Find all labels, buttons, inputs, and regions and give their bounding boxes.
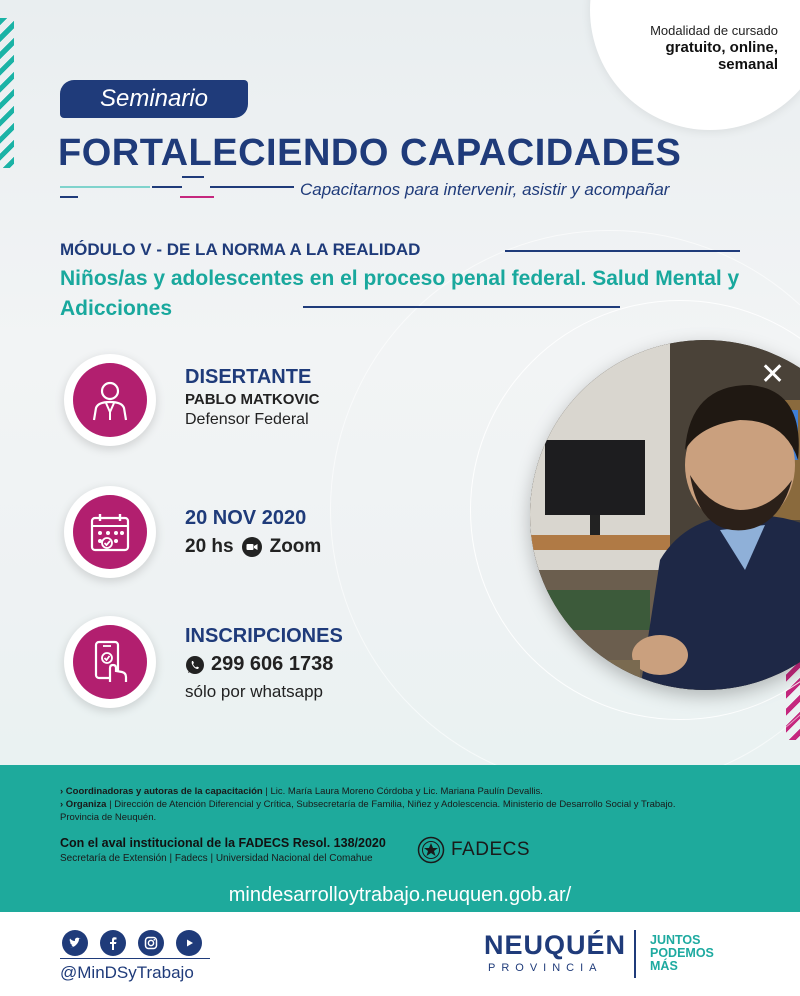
topic-underline: [303, 306, 620, 308]
brand-sub: PROVINCIA: [488, 962, 603, 974]
registration-note: sólo por whatsapp: [185, 682, 323, 701]
fadecs-logo: [417, 836, 530, 864]
slogan-line-1: JUNTOS: [650, 933, 701, 947]
slogan-line-2: PODEMOS: [650, 946, 714, 960]
handle-divider: [60, 958, 210, 959]
modality-value-1: gratuito, online,: [665, 38, 778, 56]
organizer-label: › Organiza: [60, 799, 107, 810]
speaker-role: Defensor Federal: [185, 411, 309, 428]
registration-icon-badge: [64, 616, 156, 708]
registration-phone-row: [185, 653, 333, 676]
slogan-line-3: MÁS: [650, 959, 678, 973]
event-time: 20 hs: [185, 536, 234, 557]
close-icon[interactable]: ✕: [760, 358, 786, 391]
fadecs-name: FADECS: [451, 839, 531, 860]
brand-divider: [634, 930, 636, 978]
event-platform: Zoom: [269, 536, 322, 557]
phone-touch-icon: [86, 638, 134, 686]
youtube-icon[interactable]: [176, 930, 202, 956]
credits-coordinators: › Coordinadoras y autoras de la capacitación | Lic. María Laura Moreno Córdoba y Lic. Mariana Paulín Devallis.: [60, 786, 543, 797]
calendar-icon: [86, 508, 134, 556]
modality-text: [650, 24, 778, 73]
speaker-name: PABLO MATKOVIC: [185, 391, 320, 408]
facebook-icon[interactable]: [100, 930, 126, 956]
credits-organizer-line2: Provincia de Neuquén.: [60, 812, 157, 823]
modality-label: Modalidad de cursado: [650, 23, 778, 38]
registration-phone[interactable]: 299 606 1738: [211, 653, 334, 675]
endorsement-sub: Secretaría de Extensión | Fadecs | Universidad Nacional del Comahue: [60, 853, 373, 864]
subtitle: Capacitarnos para intervenir, asistir y acompañar: [300, 180, 670, 199]
event-time-row: [185, 536, 321, 558]
seminario-badge: Seminario: [60, 80, 248, 118]
schedule-icon-badge: [64, 486, 156, 578]
instagram-icon[interactable]: [138, 930, 164, 956]
fadecs-seal-icon: [417, 836, 445, 864]
page-title: FORTALECIENDO CAPACIDADES: [58, 132, 682, 174]
whatsapp-icon: [185, 655, 205, 675]
speaker-heading: DISERTANTE: [185, 366, 312, 388]
coordinators-text: Lic. María Laura Moreno Córdoba y Lic. Mariana Paulín Devallis.: [270, 786, 543, 797]
modality-value-2: semanal: [717, 56, 778, 74]
person-icon: [86, 376, 134, 424]
website-link[interactable]: mindesarrolloytrabajo.neuquen.gob.ar/: [228, 884, 572, 906]
module-label: MÓDULO V - DE LA NORMA A LA REALIDAD: [60, 240, 421, 259]
social-handle[interactable]: @MinDSyTrabajo: [60, 963, 194, 982]
speaker-icon-badge: [64, 354, 156, 446]
social-icons: [62, 930, 202, 956]
coordinators-label: › Coordinadoras y autoras de la capacitación: [60, 786, 263, 797]
module-topic: Niños/as y adolescentes en el proceso penal federal. Salud Mental y Adicciones: [60, 267, 740, 320]
brand-slogan: [650, 934, 714, 973]
credits-organizer: › Organiza | Dirección de Atención Diferencial y Crítica, Subsecretaría de Familia, Niñez y Adolescencia. Ministerio de Desarrollo Social y Trabajo.: [60, 799, 676, 810]
decorative-stripes-left: [0, 18, 14, 168]
module-underline: [505, 250, 740, 252]
zoom-icon: [242, 537, 262, 557]
endorsement: Con el aval institucional de la FADECS Resol. 138/2020: [60, 836, 386, 850]
brand-name: NEUQUÉN: [484, 930, 627, 960]
twitter-icon[interactable]: [62, 930, 88, 956]
registration-heading: INSCRIPCIONES: [185, 625, 343, 647]
event-date: 20 NOV 2020: [185, 507, 307, 529]
credits-band: [0, 765, 800, 885]
organizer-text: Dirección de Atención Diferencial y Crítica, Subsecretaría de Familia, Niñez y Adolescencia. Ministerio de Desarrollo Social y Trabajo.: [114, 799, 676, 810]
